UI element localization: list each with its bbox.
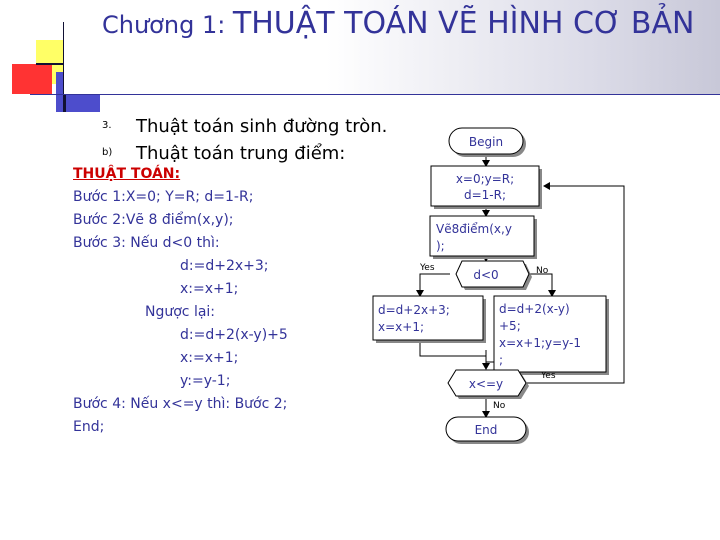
flow-no-label: No bbox=[536, 266, 549, 276]
flow-right-text: d=d+2(x-y) bbox=[499, 302, 570, 316]
flow-left-text: d=d+2x+3; bbox=[378, 303, 450, 317]
flow-yes-label: Yes bbox=[420, 263, 435, 273]
flow-init-text: d=1-R; bbox=[463, 188, 507, 202]
algorithm-line: d:=d+2(x-y)+5 bbox=[180, 327, 288, 343]
flow-decision1-label: d<0 bbox=[473, 268, 499, 282]
item-number: b) bbox=[102, 147, 113, 158]
item-number: 3. bbox=[102, 120, 112, 131]
algorithm-line: End; bbox=[73, 419, 105, 435]
flow-right-text: +5; bbox=[499, 319, 521, 333]
algorithm-line: Bước 4: Nếu x<=y thì: Bước 2; bbox=[73, 396, 288, 412]
flow-decision2-label: x<=y bbox=[468, 377, 504, 391]
algorithm-line: x:=x+1; bbox=[180, 281, 239, 297]
flow-right-text: x=x+1;y=y-1 bbox=[499, 336, 582, 350]
algorithm-line: Bước 3: Nếu d<0 thì: bbox=[73, 235, 220, 251]
title-prefix: Chương 1: bbox=[102, 11, 233, 39]
flow-begin-label: Begin bbox=[468, 135, 504, 149]
algorithm-line: Ngược lại: bbox=[145, 304, 216, 320]
flow-left-text: x=x+1; bbox=[378, 320, 424, 334]
title-main: THUẬT TOÁN VẼ HÌNH CƠ BẢN bbox=[232, 6, 695, 41]
flow-draw-text: Vẽ8điểm(x,y bbox=[436, 222, 512, 236]
item-text: Thuật toán sinh đường tròn. bbox=[136, 116, 388, 137]
flow-end-label: End bbox=[474, 423, 498, 437]
algorithm-line: d:=d+2x+3; bbox=[180, 258, 269, 274]
flow-no-label: No bbox=[493, 401, 506, 411]
algorithm-line: x:=x+1; bbox=[180, 350, 239, 366]
flow-yes-label: Yes bbox=[541, 371, 556, 381]
algorithm-line: Bước 2:Vẽ 8 điểm(x,y); bbox=[73, 212, 234, 228]
flow-init-text: x=0;y=R; bbox=[455, 172, 515, 186]
algorithm-heading: THUẬT TOÁN: bbox=[73, 166, 181, 182]
algorithm-line: y:=y-1; bbox=[180, 373, 231, 389]
item-text: Thuật toán trung điểm: bbox=[136, 143, 346, 164]
flow-right-text: ; bbox=[499, 353, 504, 367]
algorithm-line: Bước 1:X=0; Y=R; d=1-R; bbox=[73, 189, 254, 205]
flow-draw-text: ); bbox=[436, 239, 445, 253]
